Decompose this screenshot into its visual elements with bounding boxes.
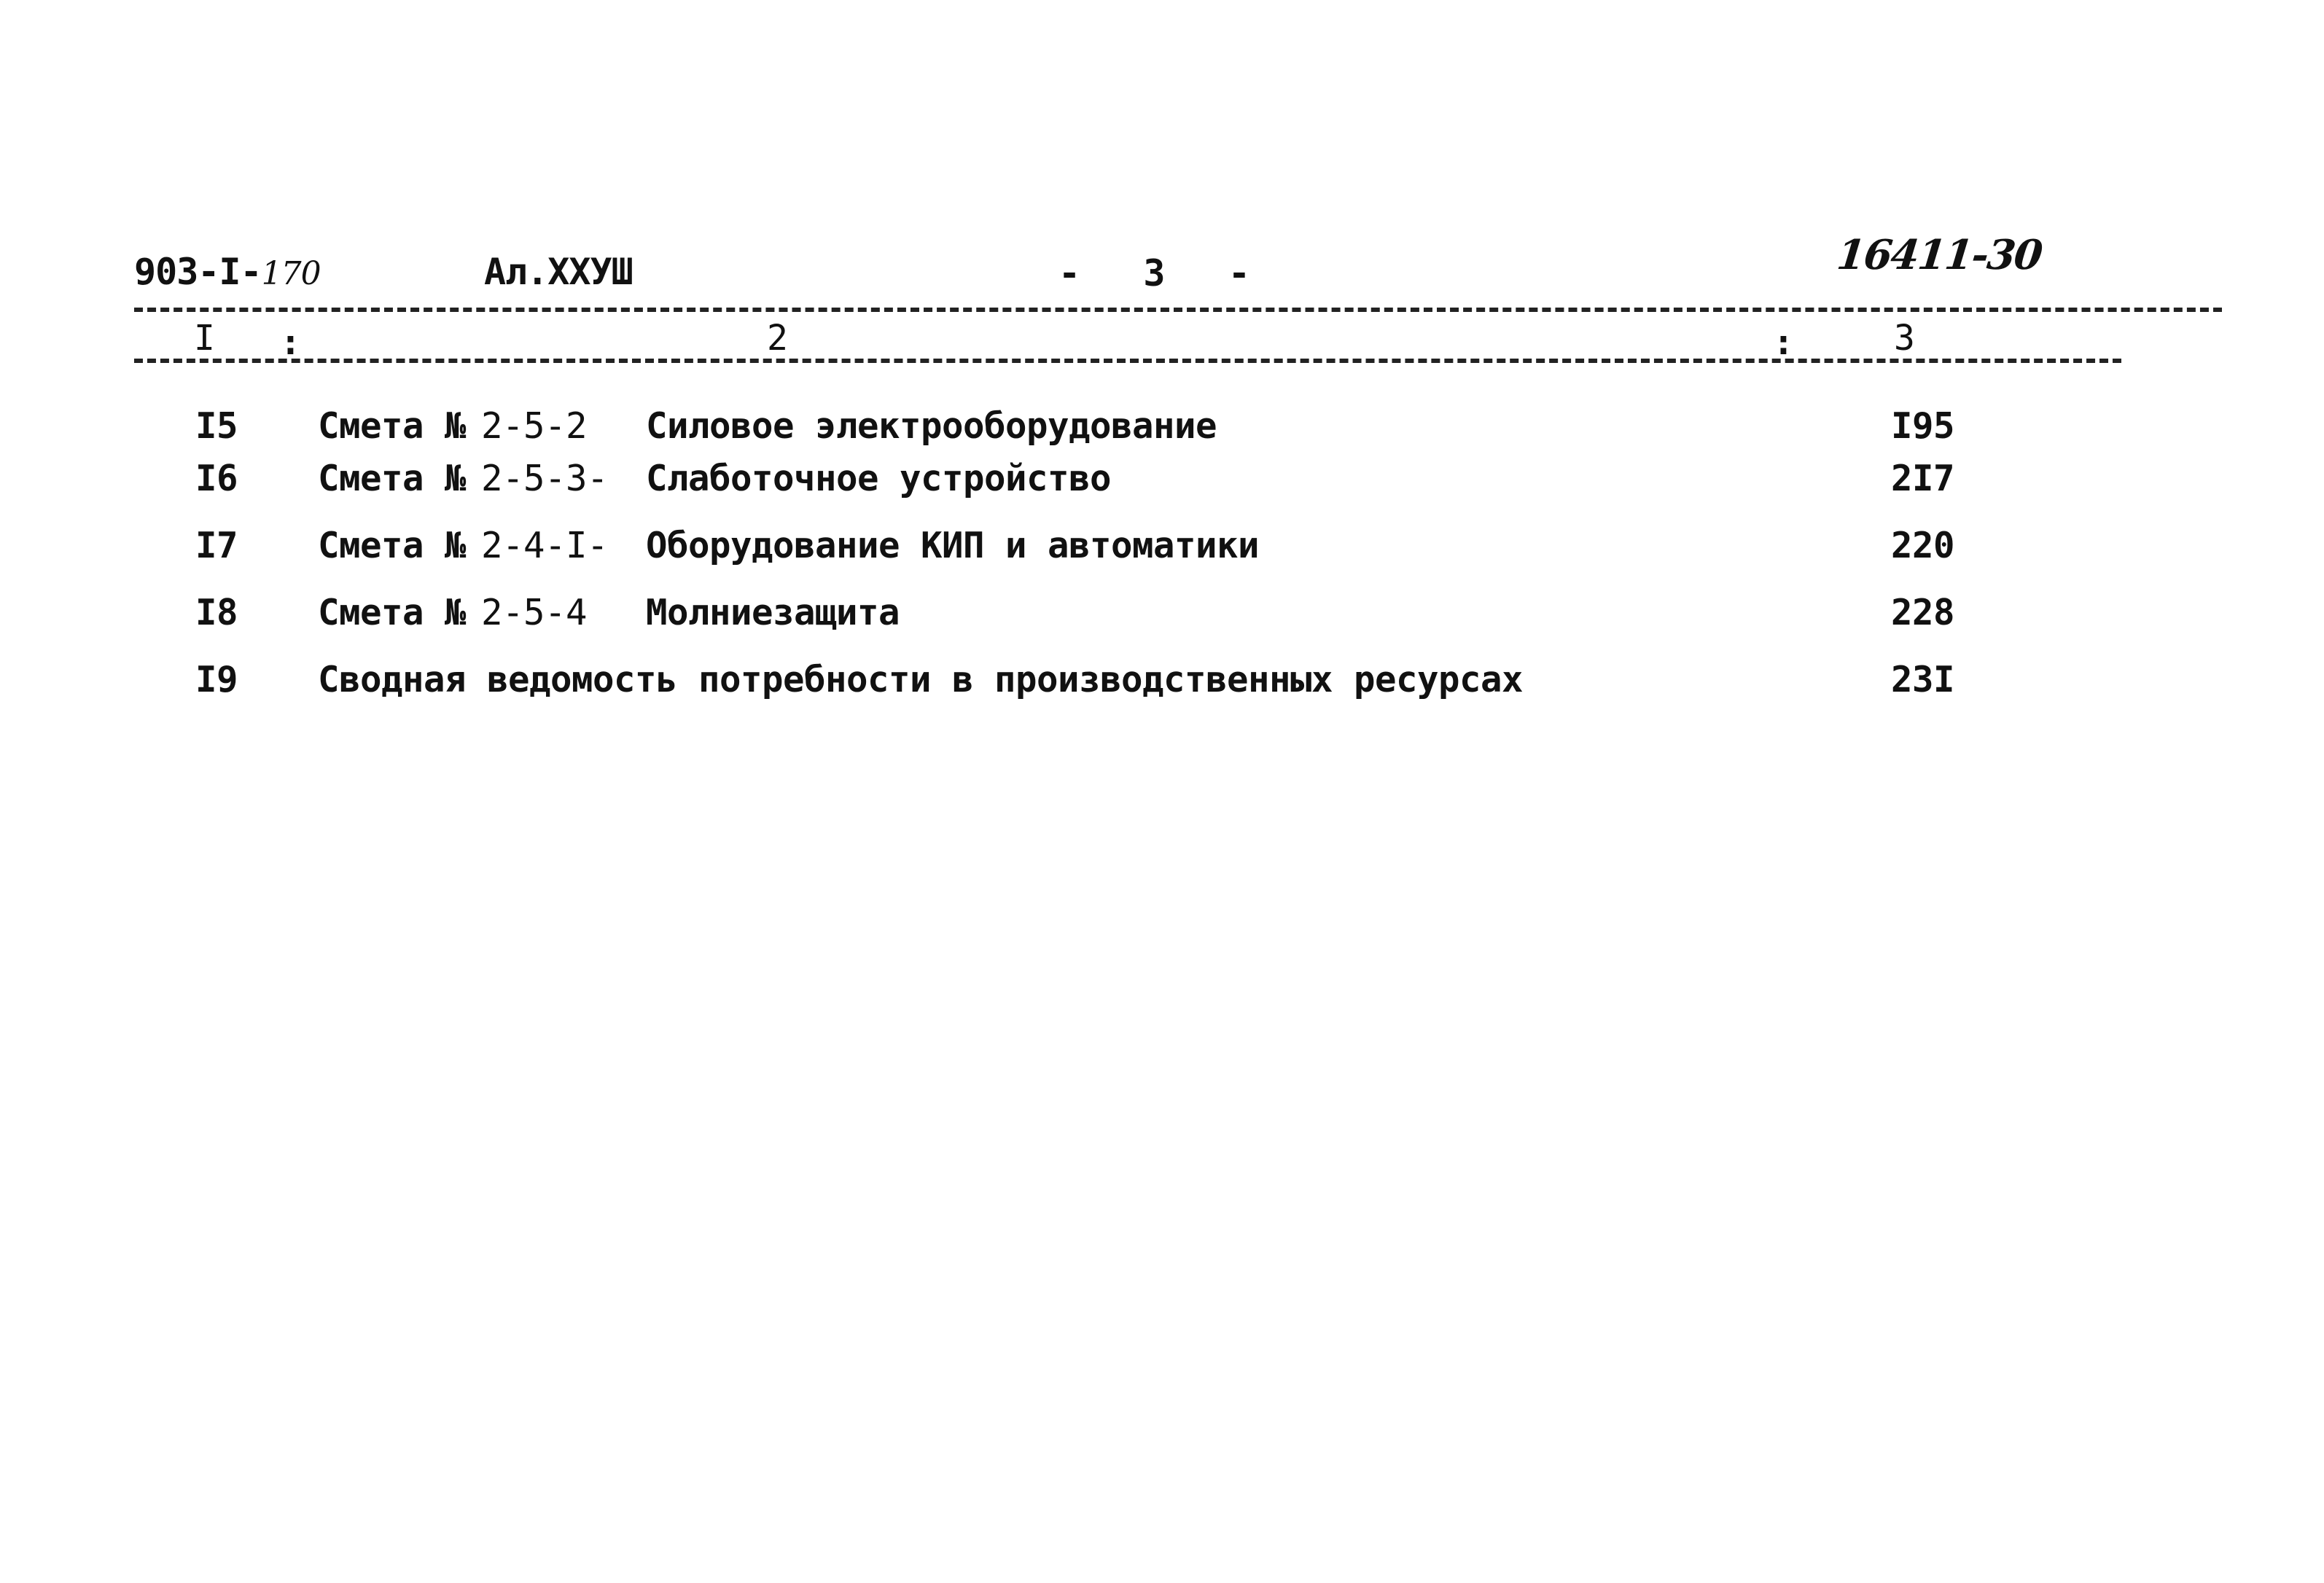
column-separator-1: : — [280, 322, 301, 363]
document-code-printed: 903-I- — [134, 251, 262, 293]
column-separator-2: : — [1773, 322, 1794, 363]
row-number: I6 — [195, 458, 238, 499]
row-page: 228 — [1891, 592, 1955, 633]
row-estimate-code: 2-5-2 — [481, 405, 588, 447]
row-title: Молниезащита — [646, 592, 900, 633]
row-page: 220 — [1891, 525, 1955, 566]
row-document-type: Смета № — [318, 405, 467, 447]
column-1-number: I — [194, 318, 215, 359]
row-document-type: Смета № — [318, 458, 467, 499]
row-title: Сводная ведомость потребности в производственных ресурсах — [318, 659, 1524, 700]
page-marker: - 3 - — [1058, 252, 1249, 294]
row-document-type: Смета № — [318, 525, 467, 566]
row-estimate-code: 2-5-4 — [481, 592, 588, 633]
row-title: Оборудование КИП и автоматики — [646, 525, 1260, 566]
table-header-rule — [134, 359, 2121, 363]
inventory-number: 16411-30 — [1834, 231, 2044, 279]
column-3-number: 3 — [1894, 318, 1915, 359]
row-number: I8 — [195, 592, 238, 633]
row-page: 2I7 — [1891, 458, 1955, 499]
column-2-number: 2 — [767, 318, 788, 359]
row-page: I95 — [1891, 405, 1955, 447]
table-row — [0, 405, 2324, 459]
document-code-handwritten: 170 — [261, 255, 321, 292]
table-top-rule — [134, 308, 2222, 312]
row-page: 23I — [1891, 659, 1955, 700]
row-title: Слаботочное устройство — [646, 458, 1112, 499]
table-row — [0, 458, 2324, 512]
row-number: I9 — [195, 659, 238, 700]
table-row — [0, 525, 2324, 579]
table-row — [0, 592, 2324, 646]
row-estimate-code: 2-5-3- — [481, 458, 609, 499]
row-title: Силовое электрооборудование — [646, 405, 1217, 447]
table-row — [0, 659, 2324, 713]
row-number: I5 — [195, 405, 238, 447]
document-code — [134, 251, 321, 293]
row-number: I7 — [195, 525, 238, 566]
row-document-type: Смета № — [318, 592, 467, 633]
album-number: Ал.XXУШ — [484, 251, 633, 293]
row-estimate-code: 2-4-I- — [481, 525, 609, 566]
